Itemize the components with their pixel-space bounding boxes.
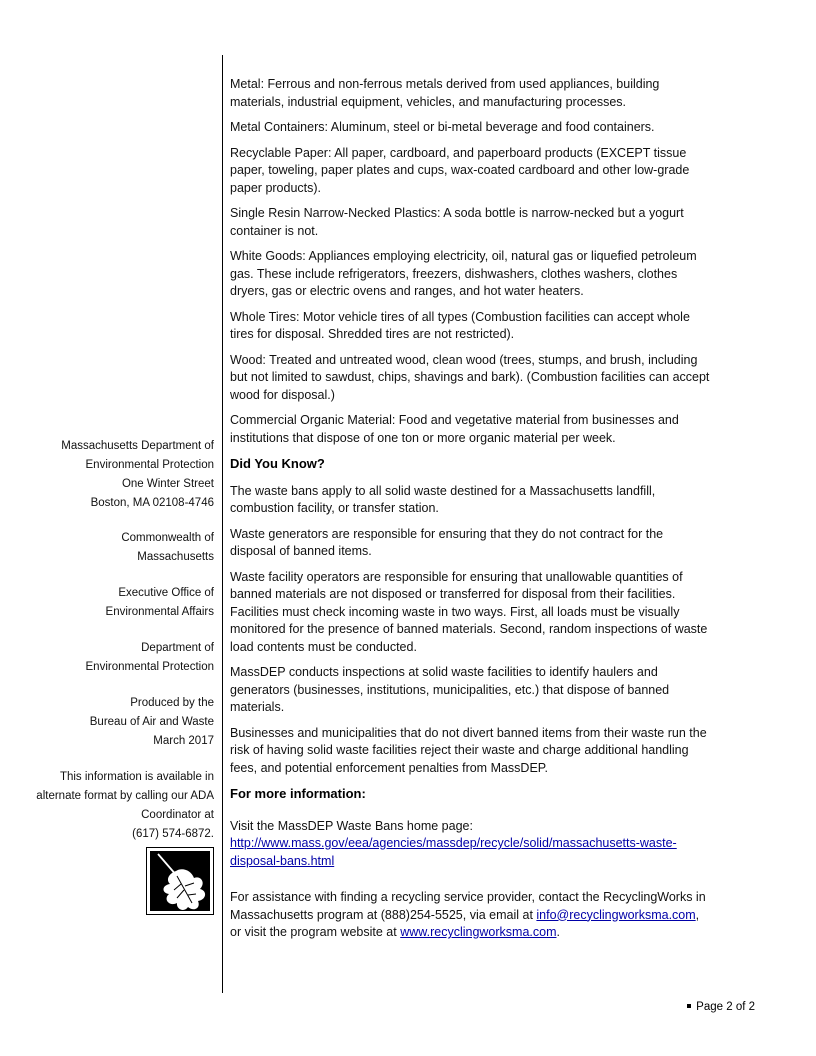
ada-notice-block: This information is available in alternate format by calling our ADA Coordinator at (617) 574-6872. xyxy=(36,771,214,840)
paragraph-visit-home-page xyxy=(230,818,770,871)
main-content xyxy=(230,76,770,950)
paragraph-businesses-risk: Businesses and municipalities that do not divert banned items from their waste run the risk of having solid waste facilities reject their waste and charge additional handling fees, and potential enforcement penalties from MassDEP. xyxy=(230,725,707,775)
commonwealth-block: Commonwealth of Massachusetts xyxy=(121,532,214,563)
paragraph-recyclingworks-assistance xyxy=(230,889,770,942)
executive-office-block: Executive Office of Environmental Affairs xyxy=(105,587,214,618)
massdep-logo xyxy=(146,847,214,915)
page-number-label: Page 2 of 2 xyxy=(696,1001,755,1013)
definition-commercial-organic: Commercial Organic Material: Food and vegetative material from businesses and institutions that dispose of one ton or more organic material per week. xyxy=(230,413,679,445)
assistance-line1: For assistance with finding a recycling service provider, contact the RecyclingWorks in xyxy=(230,890,706,904)
vertical-divider xyxy=(222,55,223,993)
assistance-line2-pre: Massachusetts program at (888)254-5525, via email at xyxy=(230,907,537,922)
definition-wood: Wood: Treated and untreated wood, clean wood (trees, stumps, and brush, including but not limited to sawdust, chips, shavings and bark). (Combustion facilities can accept wood for disposal.) xyxy=(230,352,710,402)
oak-leaf-icon xyxy=(150,851,210,911)
definition-metal-containers: Metal Containers: Aluminum, steel or bi-metal beverage and food containers. xyxy=(230,120,655,134)
visit-label: Visit the MassDEP Waste Bans home page: xyxy=(230,818,473,833)
definition-metal: Metal: Ferrous and non-ferrous metals derived from used appliances, building materials, industrial equipment, vehicles, and manufacturing processes. xyxy=(230,77,660,109)
paragraph-waste-generators: Waste generators are responsible for ensuring that they do not contract for the disposal of banned items. xyxy=(230,526,664,558)
assistance-line2-post: , xyxy=(695,907,700,922)
recyclingworks-email-link[interactable]: info@recyclingworksma.com xyxy=(536,907,696,922)
did-you-know-heading: Did You Know? xyxy=(230,456,325,471)
paragraph-bans-apply: The waste bans apply to all solid waste destined for a Massachusetts landfill, combustion facility, or transfer station. xyxy=(230,483,656,515)
square-bullet-icon xyxy=(687,1004,691,1008)
assistance-line3-post: . xyxy=(556,925,560,939)
page-number xyxy=(687,1000,755,1014)
department-block: Department of Environmental Protection xyxy=(85,642,214,673)
agency-address-block: Massachusetts Department of Environmental Protection One Winter Street Boston, MA 02108-4746 xyxy=(61,440,214,509)
recyclingworks-website-link[interactable]: www.recyclingworksma.com xyxy=(400,925,557,939)
definition-recyclable-paper: Recyclable Paper: All paper, cardboard, and paperboard products (EXCEPT tissue paper, toweling, paper plates and cups, wax-coated cardboard and other low-grade paper products). xyxy=(230,145,690,195)
for-more-information-heading: For more information: xyxy=(230,786,366,801)
assistance-line3-pre: or visit the program website at xyxy=(230,925,401,939)
sidebar xyxy=(26,437,214,922)
definition-whole-tires: Whole Tires: Motor vehicle tires of all types (Combustion facilities can accept whole tires for disposal. Shredded tires are not restricted). xyxy=(230,309,690,341)
paragraph-massdep-inspections: MassDEP conducts inspections at solid waste facilities to identify haulers and generators (businesses, institutions, municipalities, etc.) that dispose of banned materials. xyxy=(230,665,670,714)
paragraph-facility-operators: Waste facility operators are responsible for ensuring that unallowable quantities of banned materials are not disposed or transferred for disposal from their facilities. Facilities must check incoming waste in two ways. First, all loads must be visually monitored for the presence of banned materials. Second, random inspections of waste load contents must be conducted. xyxy=(230,569,708,654)
definition-white-goods: White Goods: Appliances employing electricity, oil, natural gas or liquefied petroleum gas. These include refrigerators, freezers, dishwashers, clothes washers, clothes dryers, gas or electric ovens and ranges, and hot water heaters. xyxy=(230,249,697,298)
definition-plastics: Single Resin Narrow-Necked Plastics: A soda bottle is narrow-necked but a yogurt container is not. xyxy=(230,206,684,238)
waste-bans-home-page-link[interactable]: http://www.mass.gov/eea/agencies/massdep/recycle/solid/massachusetts-waste- disposal-bans.html xyxy=(230,836,677,868)
produced-by-block: Produced by the Bureau of Air and Waste March 2017 xyxy=(89,697,214,747)
